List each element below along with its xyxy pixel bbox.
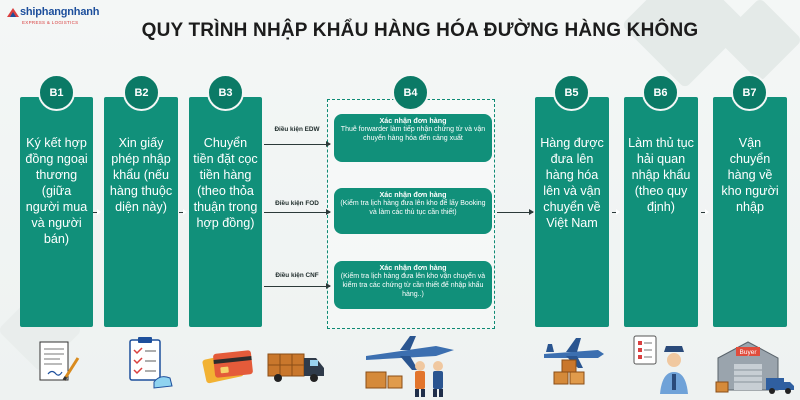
step-text: Hàng được đưa lên hàng hóa lên và vận chuyển về Việt Nam [540, 136, 604, 230]
flow-arrow [179, 212, 185, 213]
delivery-truck-icon [264, 340, 328, 388]
condition-arrow [264, 212, 330, 213]
condition-label-fod: Điều kiện FOD [275, 200, 319, 207]
step-card-b7 [713, 97, 787, 327]
step-text: Chuyển tiền đặt cọc tiền hàng (theo thỏa thuận trong hợp đồng) [193, 136, 258, 230]
customs-officer-icon [630, 334, 694, 396]
order-confirmation-box-cnf [334, 261, 492, 309]
step-badge-b1: B1 [38, 74, 75, 111]
step-card-b6 [624, 97, 698, 327]
flow-arrow [612, 212, 618, 213]
step-card-b1 [20, 97, 93, 327]
flow-arrow [497, 212, 533, 213]
confirmation-description: (Kiểm tra lịch hàng đưa lên kho vận chuyển và kiểm tra các chứng từ cần thiết để nhập khẩu hàng..) [340, 273, 486, 298]
page-title: QUY TRÌNH NHẬP KHẨU HÀNG HÓA ĐƯỜNG HÀNG KHÔNG [141, 20, 699, 41]
logo-mark-icon [6, 7, 20, 19]
confirmation-title: Xác nhận đơn hàng [379, 116, 447, 125]
step-badge-b3: B3 [207, 74, 244, 111]
step-text: Xin giấy phép nhập khẩu (nếu hàng thuộc diện này) [109, 136, 173, 214]
step-badge-b6: B6 [642, 74, 679, 111]
step-badge-b4: B4 [392, 74, 429, 111]
confirmation-description: Thuê forwarder làm tiếp nhận chứng từ và vận chuyển hàng hóa đến cảng xuất [340, 126, 486, 142]
step-text: Làm thủ tục hải quan nhập khẩu (theo quy định) [628, 136, 694, 214]
step-card-b2 [104, 97, 178, 327]
flow-arrow [701, 212, 707, 213]
airplane-cargo-icon [540, 332, 606, 394]
airport-cargo-icon [360, 332, 460, 398]
warehouse-sign-text: Buyer [739, 349, 757, 356]
step-badge-b7: B7 [731, 74, 768, 111]
order-confirmation-box-fod [334, 188, 492, 234]
condition-arrow [264, 286, 330, 287]
step-card-b5 [535, 97, 609, 327]
condition-arrow [264, 144, 330, 145]
step-text: Vận chuyển hàng về kho người nhập [721, 136, 779, 214]
condition-label-edw: Điều kiện EDW [274, 126, 320, 133]
step-badge-b2: B2 [123, 74, 160, 111]
step-badge-b5: B5 [553, 74, 590, 111]
confirmation-title: Xác nhận đơn hàng [379, 263, 447, 272]
logo-name: shiphangnhanh [20, 6, 100, 18]
logo-tagline: EXPRESS & LOGISTICS [22, 20, 79, 25]
step-card-b3 [189, 97, 262, 327]
buyer-warehouse-icon [712, 334, 796, 396]
order-confirmation-box-edw [334, 114, 492, 162]
payment-card-icon [200, 342, 256, 386]
contract-signing-icon [30, 338, 82, 390]
permit-checklist-icon [118, 336, 176, 392]
confirmation-description: (Kiểm tra lịch hàng đưa lên kho để lấy Booking và làm các thủ tục cần thiết) [340, 200, 486, 216]
confirmation-title: Xác nhận đơn hàng [379, 190, 447, 199]
condition-label-cnf: Điều kiện CNF [275, 272, 319, 279]
flow-arrow [93, 212, 99, 213]
step-text: Ký kết hợp đồng ngoại thương (giữa người mua và người bán) [25, 136, 88, 246]
